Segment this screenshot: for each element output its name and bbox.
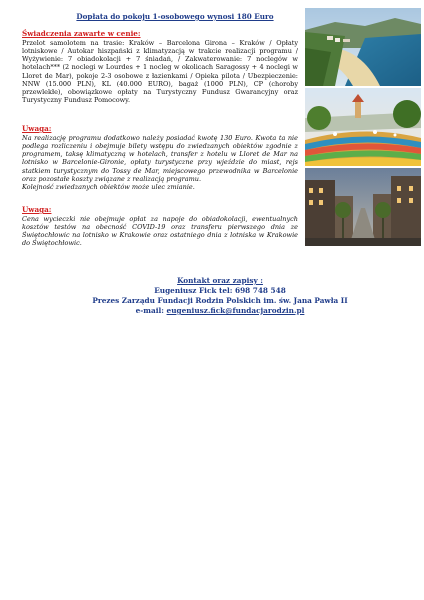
note1-section <box>22 124 298 191</box>
note1-text: Na realizację programu dodatkowo należy posiadać kwotę 130 Euro. Kwota ta nie podlega rozliczeniu i obejmuje bilety wstępu do zwiedzanych obiektów zgodnie z programem, taksę klimatyczną w hotelach, transfer z hotelu w Lloret de Mar na lotnisko w Barcelonie-Gironie, opłaty turystyczne przy wjeździe do miast, rejs statkiem turystycznym do Tossy de Mar, miejscowego przewodnika w Barcelonie oraz pozostałe koszty związane z realizacją programu. <box>22 134 298 183</box>
contact-email-line <box>40 306 400 316</box>
beach-coast-image <box>305 8 421 86</box>
park-mosaic-photo <box>305 88 421 166</box>
note2-heading: Uwaga: <box>22 205 52 214</box>
contact-person: Eugeniusz Fick tel: 698 748 548 <box>154 286 286 295</box>
note2-text: Cena wycieczki nie obejmuje opłat za napoje do obiadokolacji, ewentualnych kosztów testów na obecność COVID-19 oraz transferu pierwszego dnia ze Świętochłowic na lotnisko w Krakowie oraz ostatniego dnia z lotniska w Krakowie do Świętochłowic. <box>22 215 298 248</box>
note1-body <box>22 134 298 191</box>
city-street-image <box>305 168 421 246</box>
note2-body <box>22 215 298 248</box>
note2-section <box>22 205 298 248</box>
note1-text-order: Kolejność zwiedzanych obiektów może ulec zmianie. <box>22 182 195 191</box>
single-room-supplement-title: Dopłata do pokoju 1-osobowego wynosi 180 Euro <box>76 12 274 21</box>
services-heading: Świadczenia zawarte w cenie: <box>22 29 141 38</box>
contact-heading: Kontakt oraz zapisy : <box>177 276 263 285</box>
email-label: e-mail: <box>135 306 167 315</box>
city-street-photo <box>305 168 421 246</box>
services-text: Przelot samolotem na trasie: Kraków – Barcelona Girona – Kraków / Opłaty lotniskowe / Autokar hiszpański z klimatyzacją w trakcie realizacji programu / Wyżywienie: 7 obiadokolacji + 7 śniadań, / Zakwaterowanie: 7 noclegów w hotelach*** (2 noclegi w Lourdes + 1 nocleg w okolicach Saragossy + 4 noclegi w Lloret de Mar), pokoje 2-3 osobowe z łazienkami / Opieka pilota / Ubezpieczenie: NNW (15.000 PLN), KL (40.000 EURO), bagaż (1000 PLN), CP (choroby przewlekłe), obowiązkowe opłaty na Turystyczny Fundusz Gwarancyjny oraz Turystyczny Fundusz Pomocowy. <box>22 39 298 105</box>
beach-coast-photo <box>305 8 421 86</box>
contact-block <box>40 276 400 316</box>
email-link[interactable]: eugeniusz.fick@fundacjarodzin.pl <box>166 306 305 315</box>
services-section <box>22 29 298 104</box>
contact-role: Prezes Zarządu Fundacji Rodzin Polskich im. św. Jana Pawła II <box>92 296 348 305</box>
note1-heading: Uwaga: <box>22 124 52 133</box>
services-body <box>22 39 298 104</box>
park-mosaic-image <box>305 88 421 166</box>
